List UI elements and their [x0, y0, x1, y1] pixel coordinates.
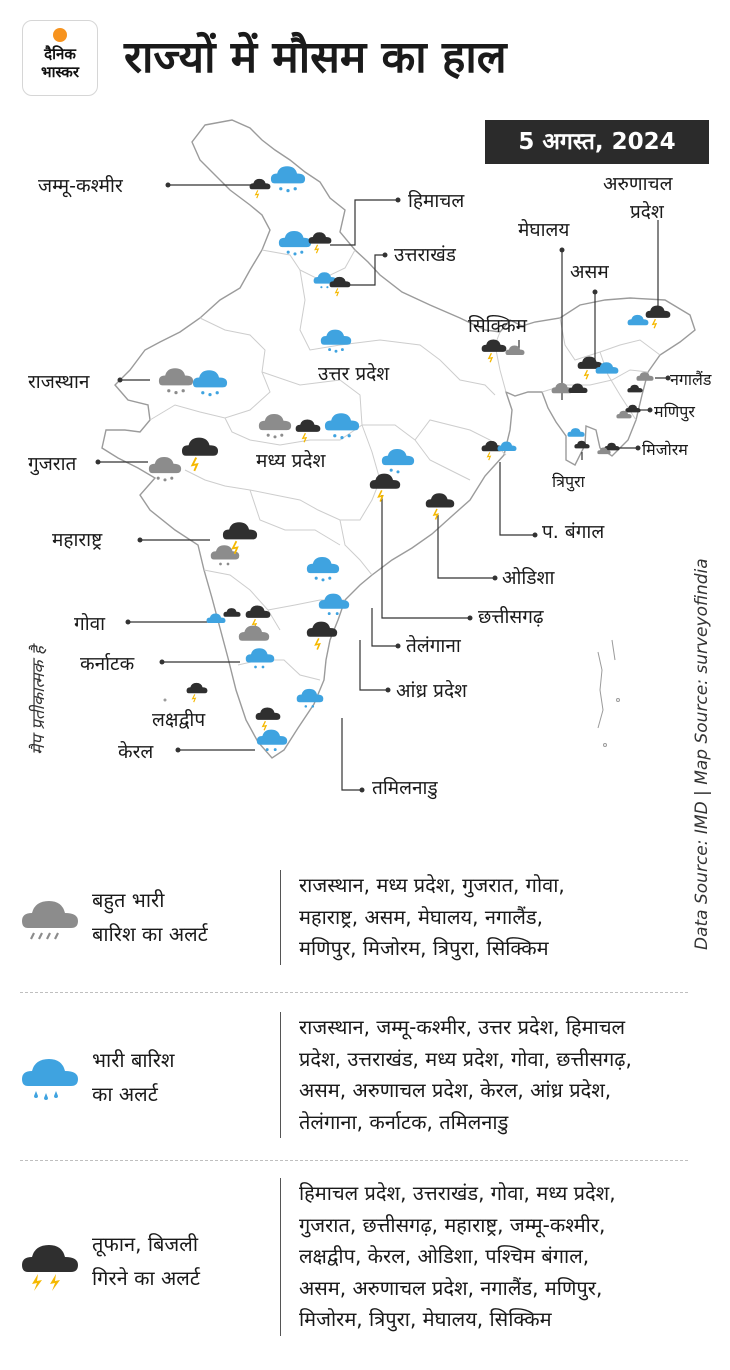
- legend-states-line: प्रदेश, उत्तराखंड, मध्य प्रदेश, गोवा, छत्तीसगढ़,: [299, 1046, 632, 1071]
- logo-line-1: दैनिक: [44, 45, 76, 63]
- label-madhya-pradesh: मध्य प्रदेश: [256, 450, 326, 472]
- legend-states-line: लक्षद्वीप, केरल, ओडिशा, पश्चिम बंगाल,: [299, 1244, 590, 1268]
- legend-states-line: गुजरात, छत्तीसगढ़, महाराष्ट्र, जम्मू-कश्मीर,: [299, 1212, 606, 1237]
- legend-divider: [20, 992, 688, 993]
- legend-states-line: मिजोरम, त्रिपुरा, मेघालय, सिक्किम: [299, 1307, 552, 1331]
- legend-states-line: महाराष्ट्र, असम, मेघालय, नगालैंड,: [299, 904, 543, 929]
- legend-states-line: राजस्थान, मध्य प्रदेश, गुजरात, गोवा,: [299, 873, 565, 897]
- label-himachal: हिमाचल: [408, 190, 465, 212]
- page-title: राज्यों में मौसम का हाल: [124, 32, 507, 83]
- date-badge: 5 अगस्त, 2024: [485, 120, 709, 164]
- heavy-rain-cloud-icon: [20, 1048, 80, 1108]
- legend-thunderstorm: [20, 1178, 692, 1348]
- label-gujarat: गुजरात: [28, 453, 77, 475]
- label-lakshadweep: लक्षद्वीप: [152, 709, 206, 731]
- label-tripura: त्रिपुरा: [552, 472, 585, 491]
- legend-name-line-2: बारिश का अलर्ट: [92, 922, 208, 946]
- legend-states-line: राजस्थान, जम्मू-कश्मीर, उत्तर प्रदेश, हिमाचल: [299, 1015, 626, 1039]
- legend-name-line-1: भारी बारिश: [92, 1048, 175, 1072]
- label-manipur: मणिपुर: [654, 402, 695, 421]
- very-heavy-rain-cloud-icon: [20, 890, 80, 950]
- label-nagaland: नगालैंड: [670, 370, 712, 389]
- label-tamilnadu: तमिलनाडु: [372, 777, 438, 799]
- legend-very-heavy-rain: [20, 870, 692, 980]
- label-west-bengal: प. बंगाल: [542, 521, 605, 543]
- label-uttarakhand: उत्तराखंड: [394, 244, 456, 266]
- label-goa: गोवा: [74, 613, 106, 635]
- label-kerala: केरल: [118, 741, 154, 763]
- legend-states-line: असम, अरुणाचल प्रदेश, केरल, आंध्र प्रदेश,: [299, 1078, 612, 1102]
- legend-heavy-rain: [20, 1012, 692, 1150]
- label-rajasthan: राजस्थान: [28, 371, 90, 393]
- label-telangana: तेलंगाना: [406, 635, 461, 657]
- logo-line-2: भास्कर: [41, 63, 79, 81]
- thunderstorm-cloud-icon: [187, 683, 208, 702]
- legend-name-line-1: बहुत भारी: [92, 888, 165, 912]
- legend-divider: [20, 1160, 688, 1161]
- map-note: मैप प्रतीकात्मक है: [29, 646, 49, 755]
- label-uttar-pradesh: उत्तर प्रदेश: [318, 363, 390, 385]
- legend-states-line: हिमाचल प्रदेश, उत्तराखंड, गोवा, मध्य प्रदेश,: [299, 1181, 616, 1205]
- label-assam: असम: [570, 261, 609, 283]
- label-jammu-kashmir: जम्मू-कश्मीर: [38, 175, 123, 197]
- data-source: Data Source: IMD | Map Source: surveyofindia: [692, 558, 712, 950]
- label-odisha: ओडिशा: [502, 567, 555, 589]
- label-meghalaya: मेघालय: [518, 219, 570, 241]
- label-chhattisgarh: छत्तीसगढ़: [478, 606, 544, 628]
- label-arunachal-1: अरुणाचल: [603, 173, 673, 195]
- label-mizoram: मिजोरम: [642, 440, 688, 459]
- legend-name-line-1: तूफान, बिजली: [92, 1232, 198, 1256]
- label-andhra-pradesh: आंध्र प्रदेश: [396, 680, 467, 702]
- legend-name-line-2: का अलर्ट: [92, 1082, 158, 1106]
- legend-states-line: असम, अरुणाचल प्रदेश, नगालैंड, मणिपुर,: [299, 1275, 603, 1300]
- label-maharashtra: महाराष्ट्र: [52, 529, 103, 551]
- legend-states-line: मणिपुर, मिजोरम, त्रिपुरा, सिक्किम: [299, 936, 549, 960]
- label-karnataka: कर्नाटक: [80, 653, 135, 675]
- label-sikkim: सिक्किम: [468, 315, 527, 337]
- legend-states-line: तेलंगाना, कर्नाटक, तमिलनाडु: [299, 1109, 509, 1134]
- label-arunachal-2: प्रदेश: [630, 201, 664, 223]
- legend-name-line-2: गिरने का अलर्ट: [92, 1266, 200, 1290]
- thunderstorm-cloud-icon: [20, 1234, 80, 1294]
